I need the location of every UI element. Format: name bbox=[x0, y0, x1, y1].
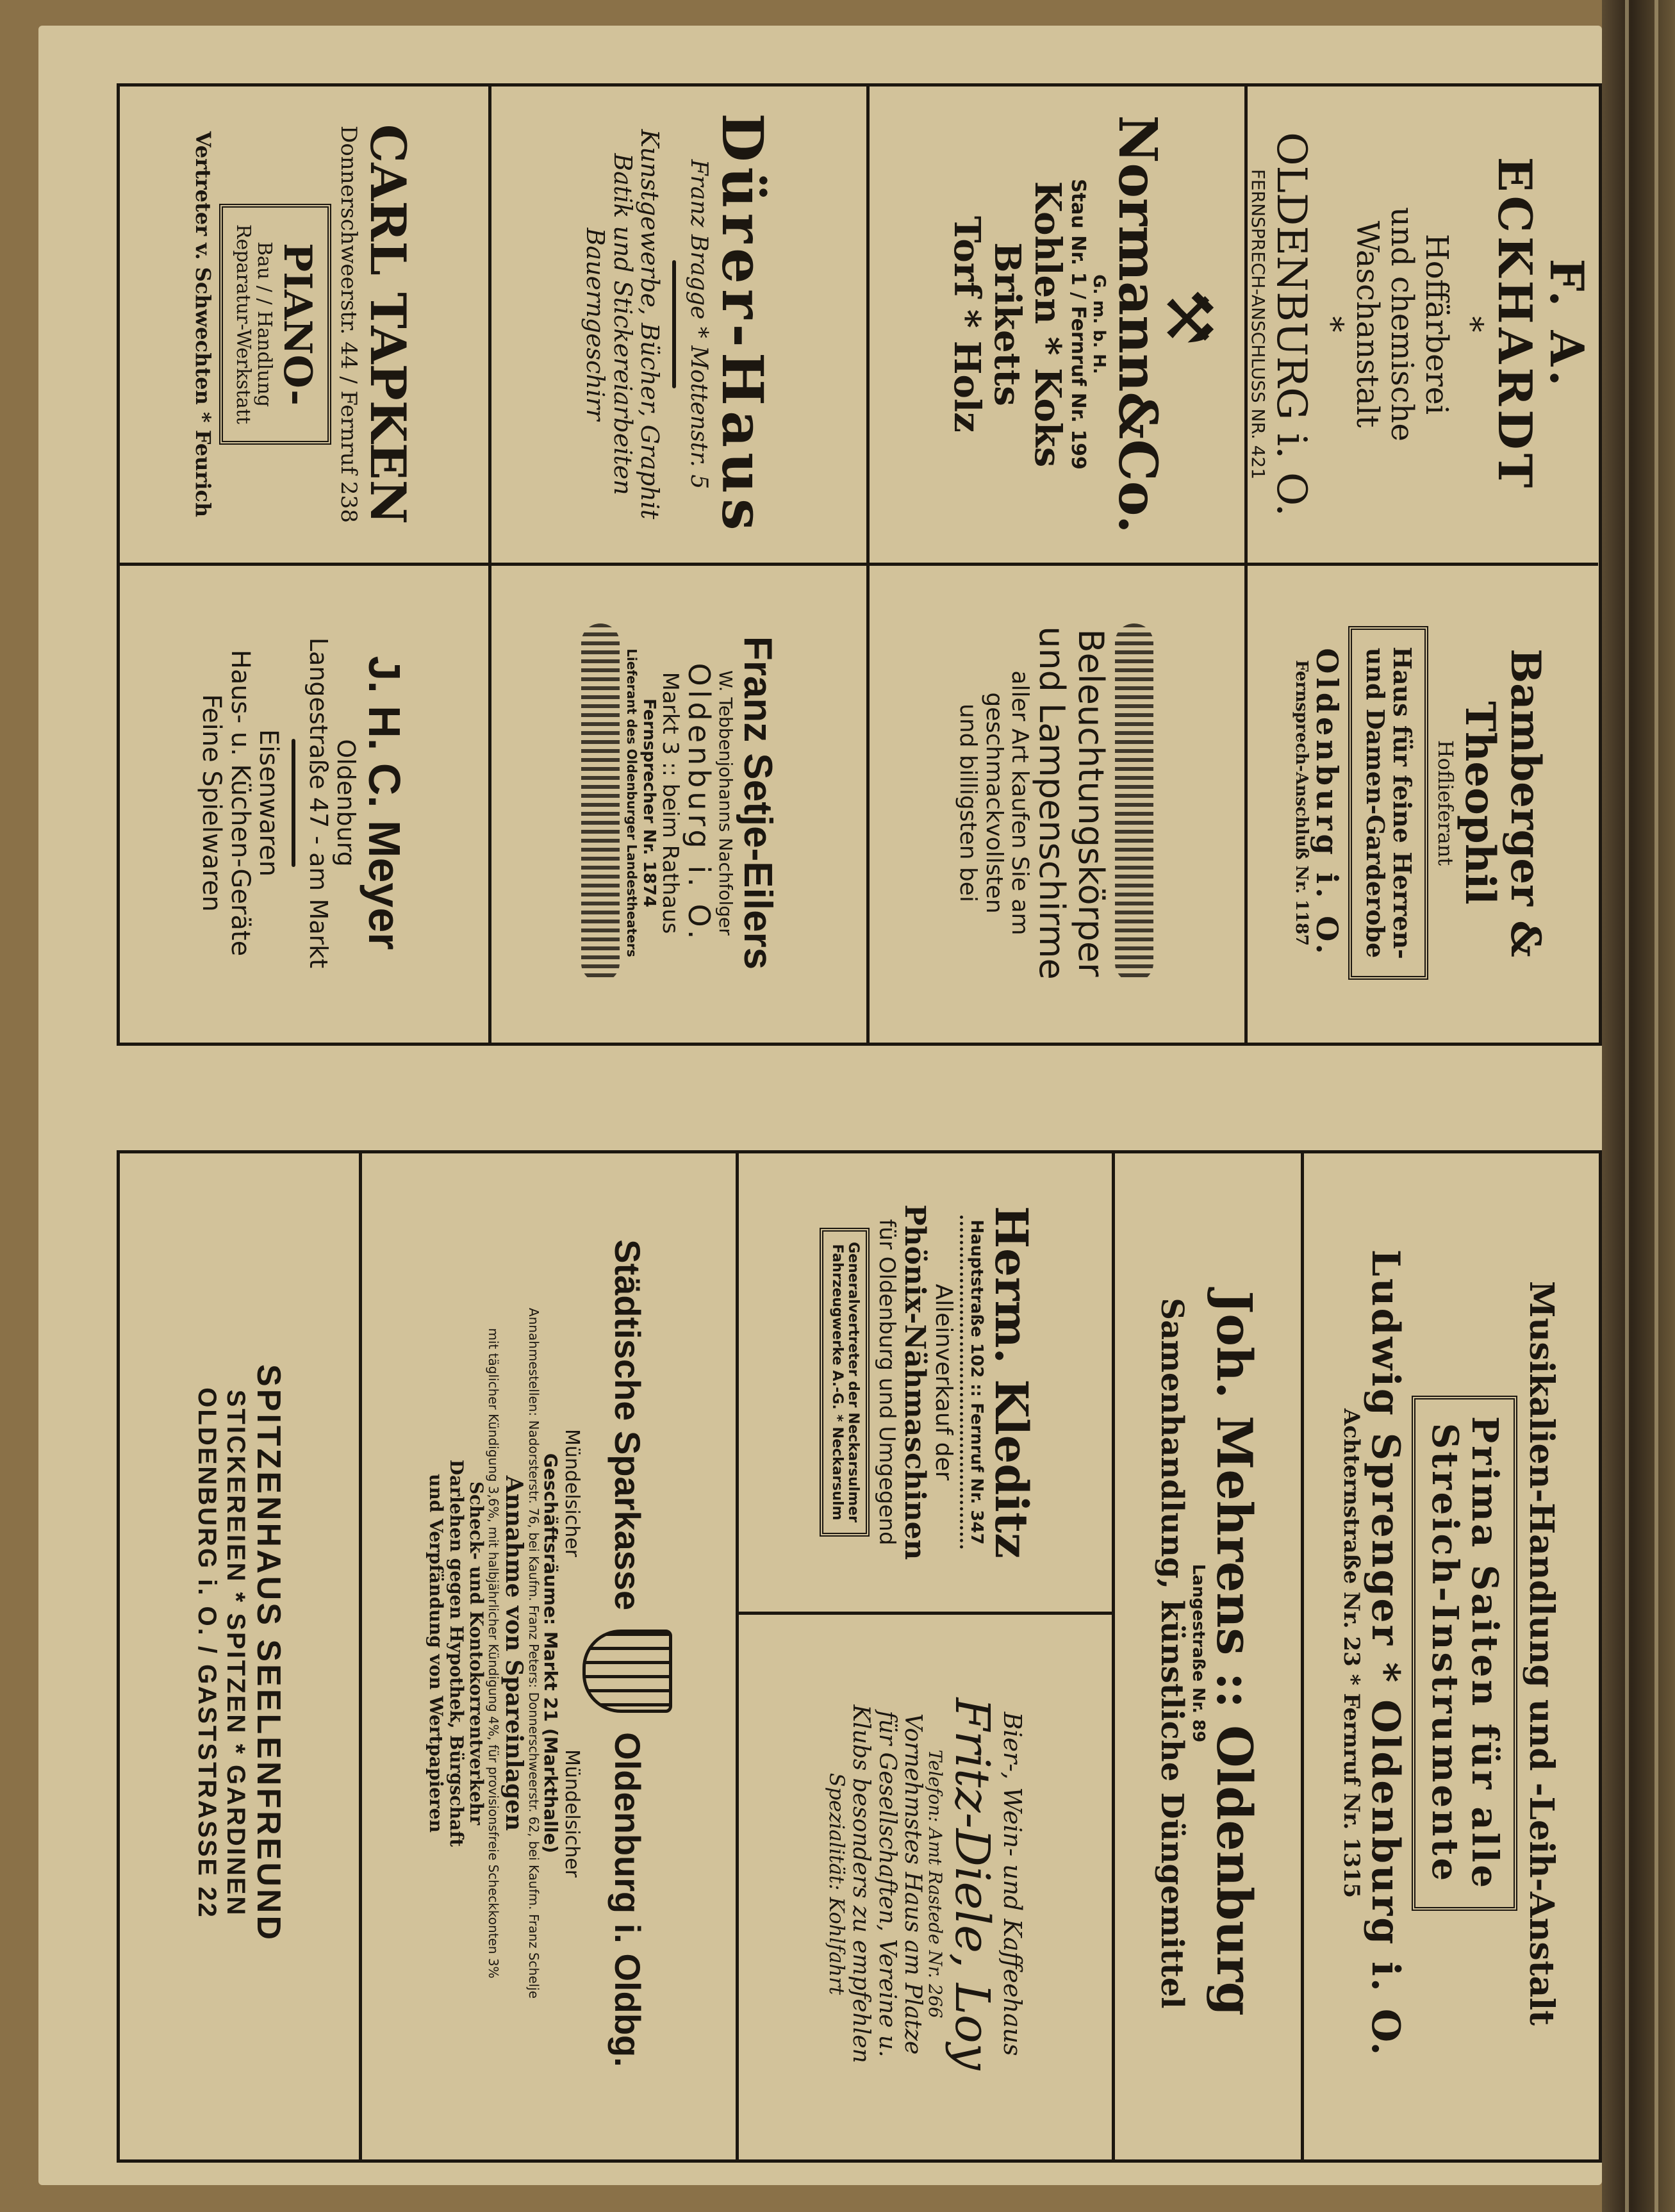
sparkasse-mund-row bbox=[561, 1429, 582, 1878]
normann-goods1: Kohlen * Koks bbox=[1026, 181, 1069, 468]
kleditz-box2: Fahrzeugwerke A.-G. * Neckarsulm bbox=[829, 1244, 845, 1521]
eckhardt-line3: Waschanstalt bbox=[1349, 220, 1386, 428]
bamberger-city: Oldenburg i. O. bbox=[1310, 648, 1345, 958]
lower-divider-4 bbox=[359, 1150, 362, 2163]
sparkasse-mund: Mündelsicher bbox=[561, 1428, 584, 1557]
normann-name: Normann&Co. bbox=[1107, 115, 1169, 534]
seelenfreund-name: SPITZENHAUS SEELENFREUND bbox=[249, 1364, 287, 1943]
bamberger-box bbox=[1348, 626, 1428, 980]
tapken-name: CARL TAPKEN bbox=[359, 124, 417, 525]
kleditz-line3: für Oldenburg und Umgegend bbox=[873, 1219, 900, 1546]
ad-beleuchtung bbox=[870, 566, 1243, 1039]
eckhardt-phone: FERNSPRECH-ANSCHLUSS NR. 421 bbox=[1247, 169, 1269, 480]
ad-seelenfreund bbox=[120, 1153, 359, 2153]
ad-kleditz bbox=[739, 1153, 1112, 1611]
setje-ornament bbox=[581, 623, 620, 982]
bamberger-box1: Haus für feine Herren- bbox=[1388, 647, 1417, 959]
sprenger-box bbox=[1412, 1396, 1517, 1911]
kleditz-dotted-rule bbox=[960, 1216, 963, 1549]
bamberger-sub: Hoflieferant bbox=[1433, 739, 1458, 866]
loy-line2: Vornehmstes Haus am Platze bbox=[900, 1713, 926, 2055]
setje-sub: W. Tebbenjohanns Nachfolger bbox=[714, 670, 736, 936]
kleditz-line2: Phönix-Nähmaschinen bbox=[898, 1204, 931, 1560]
loy-name: Fritz-Diele, Loy bbox=[945, 1697, 1000, 2070]
seelenfreund-addr: OLDENBURG i. O. / GASTSTRASSE 22 bbox=[192, 1387, 221, 1919]
loy-line1: Bier-, Wein- und Kaffeehaus bbox=[998, 1712, 1027, 2056]
duerer-name: Dürer-Haus bbox=[709, 113, 777, 536]
lower-divider-1 bbox=[1301, 1150, 1304, 2163]
setje-phone: Fernsprecher Nr. 1874 bbox=[639, 698, 659, 907]
duerer-line1: Kunstgewerbe, Bücher, Graphit bbox=[636, 129, 664, 520]
normann-goods2: Briketts bbox=[986, 242, 1029, 406]
tapken-rep: Vertreter v. Schwechten * Feurich bbox=[191, 131, 216, 518]
kleditz-name: Herm. Kleditz bbox=[984, 1206, 1038, 1558]
tapken-address: Donnerschweerstr. 44 / Fernruf 238 bbox=[335, 126, 361, 523]
ad-sprenger bbox=[1305, 1153, 1594, 2153]
kleditz-box bbox=[820, 1228, 869, 1537]
meyer-rule bbox=[292, 739, 295, 867]
normann-address: Stau Nr. 1 / Fernruf Nr. 199 bbox=[1067, 179, 1090, 470]
mehrens-addr: Langestraße Nr. 89 bbox=[1188, 1564, 1208, 1743]
normann-goods3: Torf * Holz bbox=[946, 216, 989, 433]
sprenger-head: Musikalien-Handlung und -Leih-Anstalt bbox=[1522, 1280, 1562, 2026]
sparkasse-mund2: Mündelsicher bbox=[561, 1749, 584, 1878]
seelenfreund-goods: STICKEREIEN * SPITZEN * GARDINEN bbox=[221, 1389, 250, 1917]
lamps-line1: Beleuchtungskörper bbox=[1070, 629, 1111, 977]
eckhardt-star: * bbox=[1452, 316, 1490, 333]
sparkasse-left: Städtische Sparkasse bbox=[607, 1239, 648, 1611]
kleditz-line1: Alleinverkauf der bbox=[930, 1283, 957, 1481]
sparkasse-right: Oldenburg i. Oldbg. bbox=[607, 1732, 648, 2067]
setje-name: Franz Setje-Eilers bbox=[735, 636, 780, 970]
ad-fritz-diele-loy bbox=[739, 1615, 1112, 2153]
loy-line4: Klubs besonders zu empfehlen bbox=[848, 1704, 875, 2063]
lamps-line5: und billigsten bei bbox=[955, 704, 982, 902]
sparkasse-deposit: Annahme von Spareinlagen bbox=[500, 1475, 527, 1831]
sparkasse-rates: mit täglicher Kündigung 3,6%, mit halbjährlicher Kündigung 4%, für provisionsfreie Scheckkonten 3% bbox=[486, 1328, 502, 1979]
sparkasse-l2: Darlehen gegen Hypothek, Bürgschaft bbox=[445, 1459, 467, 1847]
ad-setje-eilers bbox=[491, 566, 865, 1039]
sprenger-box2: Streich-Instrumente bbox=[1423, 1423, 1466, 1884]
duerer-owner: Franz Bragge * Mottenstr. 5 bbox=[685, 159, 712, 490]
upper-divider-mid bbox=[117, 563, 1598, 566]
tapken-piano2: Bau / / Handlung bbox=[253, 241, 276, 408]
sparkasse-title-row bbox=[582, 1239, 672, 2067]
ad-sparkasse bbox=[363, 1153, 736, 2153]
tapken-piano3: Reparatur-Werkstatt bbox=[231, 224, 254, 424]
binding-ornament bbox=[1625, 0, 1658, 2212]
tapken-piano-box bbox=[219, 204, 331, 445]
sprenger-addr: Achternstraße Nr. 23 * Fernruf Nr. 1315 bbox=[1338, 1408, 1364, 1898]
bamberger-phone: Fernsprech-Anschluß Nr. 1187 bbox=[1291, 659, 1311, 946]
sprenger-name: Ludwig Sprenger * Oldenburg i. O. bbox=[1362, 1249, 1408, 2058]
duerer-line3: Bauerngeschirr bbox=[581, 227, 610, 421]
meyer-name: J. H. C. Meyer bbox=[359, 656, 409, 950]
oldenburg-crest-icon bbox=[582, 1630, 672, 1713]
mehrens-name: Joh. Mehrens :: Oldenburg bbox=[1205, 1291, 1263, 2016]
normann-form: G. m. b. H. bbox=[1089, 274, 1109, 374]
loy-line5: Spezialität: Kohlfahrt bbox=[825, 1772, 850, 1995]
ad-carl-tapken bbox=[119, 87, 487, 561]
eckhardt-name: F. A. ECKHARDT bbox=[1488, 156, 1594, 492]
sparkasse-l3: und Verpfändung von Wertpapieren bbox=[425, 1474, 447, 1833]
kleditz-box1: Generalvertreter der Neckarsulmer bbox=[845, 1241, 861, 1523]
bamberger-box2: und Damen-Garderobe bbox=[1360, 647, 1390, 959]
eckhardt-line2: und chemische bbox=[1383, 207, 1420, 442]
eckhardt-line1: Hoffärberei bbox=[1418, 233, 1455, 415]
mehrens-goods: Samenhandlung, künstliche Düngemittel bbox=[1153, 1298, 1190, 2009]
eckhardt-city: OLDENBURG i. O. bbox=[1267, 132, 1316, 516]
ad-jhc-meyer bbox=[119, 566, 487, 1039]
loy-phone: Telefon: Amt Rastede Nr. 266 bbox=[925, 1749, 946, 2018]
setje-city: Oldenburg i. O. bbox=[682, 663, 717, 943]
setje-addr: Markt 3 :: beim Rathaus bbox=[657, 672, 683, 934]
lamps-ornament bbox=[1115, 623, 1153, 982]
sparkasse-branches: Annahmestellen: Nadorsterstr. 76, bei Kaufm. Franz Peters: Donnerschweerstr. 62, bei Kaufm. Franz Schelje bbox=[526, 1308, 542, 1999]
ad-bamberger-theophil bbox=[1244, 566, 1596, 1039]
lamps-line3: aller Art kaufen Sie am bbox=[1007, 670, 1033, 936]
setje-supplier: Lieferant des Oldenburger Landestheaters bbox=[624, 648, 640, 957]
lamps-line4: geschmackvollsten bbox=[980, 692, 1007, 914]
sprenger-box1: Prima Saiten für alle bbox=[1464, 1416, 1506, 1890]
book-binding bbox=[1602, 0, 1675, 2212]
duerer-line2: Batik und Stickereiarbeiten bbox=[608, 153, 637, 495]
eckhardt-star-2: * bbox=[1313, 316, 1351, 333]
bamberger-name: Bamberger & Theophil bbox=[1455, 648, 1550, 957]
tapken-piano: PIANO- bbox=[274, 243, 320, 406]
ad-mehrens bbox=[1115, 1153, 1301, 2153]
meyer-line2: Haus- u. Küchen-Geräte bbox=[225, 649, 255, 957]
kleditz-addr: Hauptstraße 102 :: Fernruf Nr. 347 bbox=[967, 1219, 987, 1545]
meyer-line3: Feine Spielwaren bbox=[196, 694, 226, 912]
meyer-city: Oldenburg bbox=[331, 739, 360, 867]
meyer-addr: Langestraße 47 - am Markt bbox=[304, 637, 333, 969]
lamps-line2: und Lampenschirme bbox=[1032, 626, 1073, 980]
sparkasse-rooms: Geschäftsräume: Markt 21 (Markthalle) bbox=[540, 1453, 562, 1854]
loy-line3: für Gesellschaften, Vereine u. bbox=[873, 1710, 900, 2058]
sparkasse-l1: Scheck- und Kontokorrentverkehr bbox=[466, 1481, 488, 1826]
meyer-line1: Eisenwaren bbox=[254, 729, 284, 877]
duerer-rule bbox=[672, 260, 676, 388]
ad-duerer-haus bbox=[491, 87, 865, 561]
crossed-hammers-icon: ⚒ bbox=[1151, 288, 1226, 346]
ad-eckhardt bbox=[1244, 87, 1596, 561]
